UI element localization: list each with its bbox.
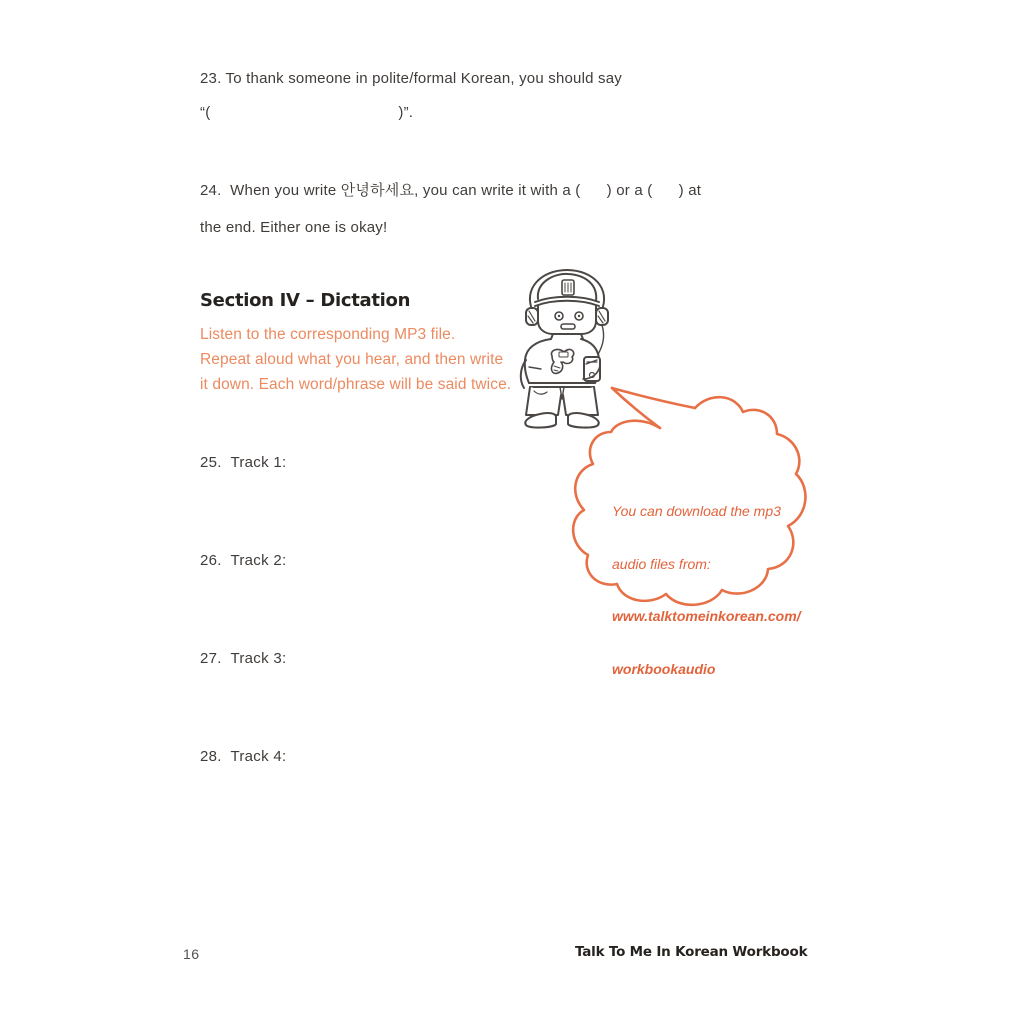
bubble-url-line: workbookaudio bbox=[612, 660, 716, 677]
track-number: 25. bbox=[200, 454, 222, 471]
track-item-27 bbox=[200, 650, 286, 667]
bubble-line: You can download the mp3 bbox=[612, 503, 781, 519]
instruction-line: it down. Each word/phrase will be said twice. bbox=[200, 376, 512, 393]
track-item-26 bbox=[200, 552, 286, 569]
track-number: 26. bbox=[200, 552, 222, 569]
question-23-line1: 23. To thank someone in polite/formal Korean, you should say bbox=[200, 70, 622, 87]
bubble-line: audio files from: bbox=[612, 555, 711, 572]
track-label: Track 1: bbox=[230, 454, 287, 471]
question-23-answer-line bbox=[200, 102, 413, 123]
book-title-footer: Talk To Me In Korean Workbook bbox=[575, 944, 808, 960]
bubble-url-line: www.talktomeinkorean.com/ bbox=[612, 608, 801, 624]
question-24-line2: the end. Either one is okay! bbox=[200, 219, 388, 236]
answer-open-paren: “( bbox=[200, 104, 211, 121]
track-label: Track 3: bbox=[230, 650, 287, 667]
section-instructions bbox=[200, 322, 511, 397]
track-label: Track 2: bbox=[230, 552, 287, 569]
question-24-line1: 24. When you write 안녕하세요, you can write it with a ( ) or a ( ) at bbox=[200, 182, 702, 199]
page-number: 16 bbox=[183, 946, 200, 962]
instruction-line: Repeat aloud what you hear, and then write bbox=[200, 351, 504, 368]
track-number: 27. bbox=[200, 650, 222, 667]
track-item-25 bbox=[200, 454, 286, 471]
track-item-28 bbox=[200, 748, 286, 765]
section-heading: Section IV – Dictation bbox=[200, 290, 411, 311]
track-number: 28. bbox=[200, 748, 222, 765]
track-label: Track 4: bbox=[230, 748, 287, 765]
instruction-line: Listen to the corresponding MP3 file. bbox=[200, 326, 456, 343]
bubble-text bbox=[612, 468, 801, 713]
answer-close-paren: )”. bbox=[398, 104, 414, 121]
